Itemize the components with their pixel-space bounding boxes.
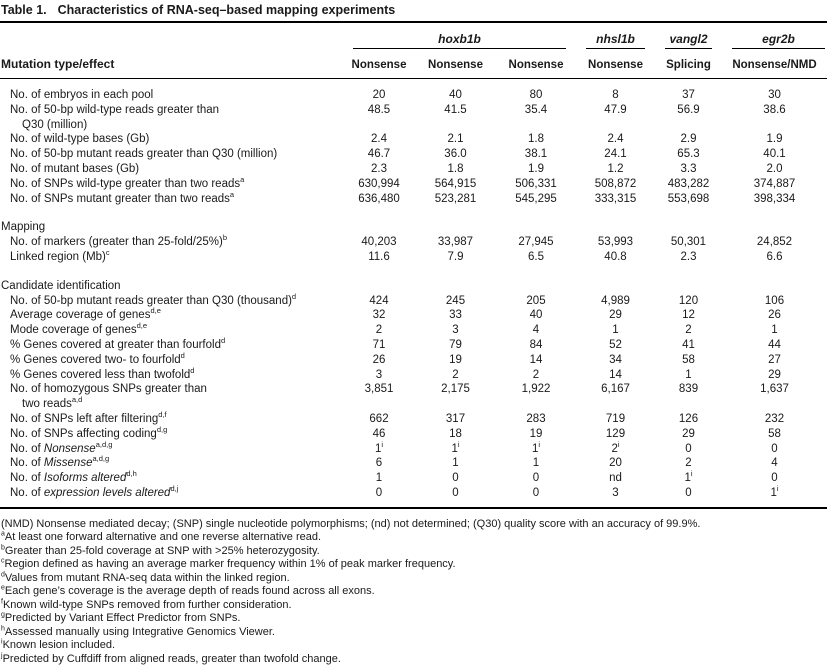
row-label: No. of embryos in each pool	[10, 89, 154, 101]
cell-value: 30	[768, 89, 781, 101]
cell-value: 2$^i$	[611, 439, 620, 455]
table-row	[0, 79, 827, 103]
row-label: Mode coverage of genes$^{d,e}$	[10, 321, 148, 337]
cell-value: 35.4	[524, 103, 548, 116]
table-row	[0, 427, 827, 442]
cell-value: 0	[771, 442, 778, 455]
cell-value: 106	[764, 294, 785, 307]
cell-value: 24,852	[756, 236, 793, 249]
cell-value: 14	[609, 368, 622, 381]
cell-value: 3	[612, 486, 619, 499]
cell-value: 1$^i$	[451, 439, 460, 455]
row-label: No. of homozygous SNPs greater than two reads$^{a,d}$	[0, 382, 343, 412]
cell-value: 2	[685, 457, 692, 470]
cell-value: 2	[375, 324, 383, 337]
cell-value: 1.9	[528, 162, 544, 175]
row-label: No. of Isoforms altered$^{d,h}$	[10, 469, 137, 485]
table-row	[0, 471, 827, 486]
cell-value: 20	[372, 89, 386, 101]
column-header: Nonsense	[576, 49, 655, 79]
column-header: Nonsense	[496, 49, 576, 79]
table-title	[0, 0, 827, 23]
cell-value: 0	[452, 472, 459, 485]
cell-value: 3.3	[680, 162, 697, 175]
cell-value: 2.9	[680, 133, 697, 146]
cell-value: 1$^i$	[684, 469, 693, 485]
cell-value: 1$^i$	[374, 439, 384, 455]
cell-value: 26	[372, 353, 386, 366]
gene-group-hoxb1b	[343, 23, 576, 49]
cell-value: 1.8	[528, 133, 544, 146]
footnote: $^a$At least one forward alternative and one reverse alternative read.	[1, 530, 322, 544]
row-label: No. of 50-bp wild-type reads greater than Q30 (million)	[0, 103, 343, 133]
cell-value: 29	[609, 309, 622, 322]
column-header-row	[0, 49, 827, 79]
cell-value: 12	[682, 309, 695, 322]
cell-value: 3	[375, 368, 383, 381]
cell-value: 2.0	[766, 162, 783, 175]
cell-value: 48.5	[367, 103, 391, 116]
gene-name: vangl2	[665, 32, 712, 49]
gene-group-egr2b	[722, 23, 827, 49]
cell-value: 2.3	[680, 250, 697, 263]
cell-value: 56.9	[677, 103, 700, 116]
cell-value: 1.2	[607, 162, 624, 175]
table-row	[0, 235, 827, 250]
cell-value: 40,203	[361, 236, 397, 249]
cell-value: 483,282	[667, 177, 710, 190]
row-label: No. of SNPs mutant greater than two reads$^a$	[10, 189, 235, 205]
cell-value: 662	[369, 412, 389, 425]
cell-value: 0	[375, 486, 383, 499]
cell-value: 1	[685, 368, 692, 381]
cell-value: 1.8	[447, 162, 464, 175]
cell-value: 1,922	[521, 383, 551, 396]
table-row	[0, 147, 827, 162]
row-label: No. of 50-bp mutant reads greater than Q30 (thousand)$^d$	[10, 291, 297, 307]
table-body	[0, 79, 827, 508]
cell-value: 508,872	[594, 177, 637, 190]
section-header-row	[0, 265, 827, 294]
cell-value: 2	[685, 324, 692, 337]
row-label: No. of 50-bp mutant reads greater than Q30 (million)	[10, 148, 278, 161]
cell-value: 44	[768, 338, 781, 351]
cell-value: 33	[449, 309, 462, 322]
cell-value: 40.1	[763, 148, 786, 161]
data-table	[0, 23, 827, 509]
cell-value: 53,993	[597, 236, 634, 249]
cell-value: 232	[764, 412, 785, 425]
column-header: Nonsense	[343, 49, 415, 79]
cell-value: 33,987	[437, 236, 474, 249]
cell-value: 120	[678, 294, 699, 307]
gene-header-spacer	[0, 23, 343, 49]
cell-value: 1$^i$	[770, 484, 779, 499]
gene-group-nhsl1b	[576, 23, 655, 49]
cell-value: 40	[529, 309, 543, 322]
cell-value: 245	[445, 294, 466, 307]
cell-value: 19	[529, 427, 543, 440]
cell-value: 0	[685, 442, 692, 455]
column-header: Nonsense	[415, 49, 496, 79]
footnote: $^i$Known lesion included.	[1, 638, 116, 652]
row-label: No. of mutant bases (Gb)	[10, 162, 140, 175]
cell-value: 129	[605, 427, 626, 440]
footnote-list	[1, 531, 827, 666]
table-row	[0, 103, 827, 133]
cell-value: 2	[452, 368, 459, 381]
cell-value: 0	[452, 486, 459, 499]
cell-value: 1	[452, 457, 459, 470]
table-row	[0, 294, 827, 309]
cell-value: 34	[609, 353, 622, 366]
cell-value: 38.1	[524, 148, 548, 161]
cell-value: 126	[678, 412, 699, 425]
cell-value: 29	[682, 427, 695, 440]
cell-value: 1	[612, 324, 619, 337]
cell-value: 333,315	[594, 192, 637, 205]
row-label: No. of markers (greater than 25-fold/25%)$^b$	[10, 233, 228, 249]
table-row	[0, 353, 827, 368]
cell-value: 71	[372, 338, 386, 351]
table-header	[0, 23, 827, 79]
table-row	[0, 338, 827, 353]
cell-value: 80	[529, 89, 543, 101]
gene-group-vangl2	[655, 23, 722, 49]
cell-value: 317	[445, 412, 466, 425]
row-label: No. of SNPs left after filtering$^{d,f}$	[10, 410, 167, 425]
footnote: $^f$Known wild-type SNPs removed from further consideration.	[1, 598, 292, 611]
cell-value: 1$^i$	[531, 439, 541, 455]
table-row	[0, 192, 827, 207]
table-row	[0, 368, 827, 383]
cell-value: 0	[771, 472, 778, 485]
footnote: $^j$Predicted by Cuffdiff from aligned reads, greater than twofold change.	[1, 652, 341, 665]
cell-value: 79	[449, 338, 462, 351]
row-label-continuation: Q30 (million)	[22, 118, 88, 131]
table-row	[0, 177, 827, 192]
section-label: Candidate identification	[1, 279, 121, 292]
column-header: Splicing	[655, 49, 722, 79]
cell-value: 41	[682, 338, 695, 351]
cell-value: 8	[612, 89, 619, 101]
table-row	[0, 162, 827, 177]
row-label: Average coverage of genes$^{d,e}$	[10, 306, 161, 322]
table-row	[0, 382, 827, 412]
cell-value: 1.9	[766, 133, 783, 146]
cell-value: 0	[685, 486, 692, 499]
cell-value: 24.1	[604, 148, 627, 161]
gene-header-row	[0, 23, 827, 49]
cell-value: 3,851	[364, 383, 394, 396]
cell-value: 52	[609, 338, 622, 351]
cell-value: 65.3	[677, 148, 700, 161]
cell-value: 630,994	[358, 177, 400, 190]
cell-value: 58	[682, 353, 695, 366]
cell-value: 58	[768, 427, 781, 440]
cell-value: 0	[532, 472, 540, 485]
cell-value: 6.5	[528, 250, 544, 263]
cell-value: 41.5	[444, 103, 467, 116]
cell-value: 506,331	[515, 177, 557, 190]
table-row	[0, 486, 827, 508]
cell-value: 2	[532, 368, 540, 381]
row-label: No. of expression levels altered$^{d,j}$	[10, 484, 179, 499]
section-label: Mapping	[1, 221, 46, 234]
row-label: No. of Missense$^{a,d,g}$	[10, 454, 110, 470]
cell-value: 4,989	[601, 294, 630, 307]
footnote: $^h$Assessed manually using Integrative Genomics Viewer.	[1, 625, 275, 638]
row-label-header: Mutation type/effect	[0, 49, 343, 79]
cell-value: 1	[375, 472, 383, 485]
table-row	[0, 442, 827, 457]
footnote: $^c$Region defined as having an average marker frequency within 1% of peak marker frequency.	[1, 557, 456, 571]
cell-value: 2.4	[607, 133, 624, 146]
table-row	[0, 308, 827, 323]
footnote: $^g$Predicted by Variant Effect Predictor from SNPs.	[1, 611, 241, 625]
cell-value: 283	[526, 412, 546, 425]
row-label: No. of Nonsense$^{a,d,g}$	[10, 439, 113, 455]
row-label: Linked region $(Mb)^c$	[10, 248, 110, 263]
table-row	[0, 412, 827, 427]
cell-value: 32	[372, 309, 386, 322]
cell-value: 1	[771, 324, 778, 337]
cell-value: 38.6	[763, 103, 786, 116]
cell-value: 20	[609, 457, 622, 470]
footnote-abbreviations: (NMD) Nonsense mediated decay; (SNP) single nucleotide polymorphisms; (nd) not determined; (Q30) quality score with an accuracy of 99.9%.	[1, 517, 701, 530]
cell-value: 6.6	[766, 250, 783, 263]
cell-value: 7.9	[447, 250, 464, 263]
column-header: Nonsense/NMD	[722, 49, 827, 79]
cell-value: 1,637	[760, 383, 789, 396]
cell-value: 40	[449, 89, 462, 101]
gene-name: hoxb1b	[353, 32, 566, 49]
cell-value: 553,698	[667, 192, 710, 205]
cell-value: 84	[529, 338, 543, 351]
cell-value: 29	[768, 368, 781, 381]
cell-value: 37	[682, 89, 695, 101]
cell-value: 2.1	[447, 133, 464, 146]
cell-value: nd	[609, 472, 622, 485]
cell-value: 47.9	[604, 103, 627, 116]
row-label: % Genes covered two- to fourfold$^d$	[10, 350, 185, 366]
cell-value: 11.6	[368, 250, 390, 263]
cell-value: 545,295	[515, 192, 557, 205]
cell-value: 424	[369, 294, 389, 307]
cell-value: 6,167	[601, 383, 630, 396]
footnotes	[0, 518, 827, 666]
cell-value: 564,915	[434, 177, 477, 190]
row-label: % Genes covered less than twofold$^d$	[10, 365, 195, 381]
cell-value: 46	[372, 427, 386, 440]
cell-value: 36.0	[444, 148, 467, 161]
cell-value: 839	[678, 383, 699, 396]
cell-value: 50,301	[670, 236, 707, 249]
table-caption: Characteristics of RNA-seq–based mapping experiments	[57, 3, 396, 17]
row-label-continuation: two reads$^{a,d}$	[22, 395, 83, 411]
footnote: $^e$Each gene’s coverage is the average depth of reads found across all exons.	[1, 584, 375, 598]
cell-value: 523,281	[434, 192, 477, 205]
cell-value: 4	[771, 457, 778, 470]
cell-value: 3	[452, 324, 459, 337]
gene-name: nhsl1b	[586, 32, 645, 49]
cell-value: 2.3	[371, 162, 387, 175]
table-number: Table 1.	[1, 3, 47, 17]
cell-value: 4	[532, 324, 540, 337]
cell-value: 19	[449, 353, 462, 366]
cell-value: 0	[532, 486, 540, 499]
cell-value: 18	[449, 427, 462, 440]
cell-value: 2,175	[441, 383, 470, 396]
cell-value: 6	[375, 457, 383, 470]
table-row	[0, 250, 827, 265]
row-label: % Genes covered at greater than fourfold$^d$	[10, 336, 226, 351]
footnote: $^b$Greater than 25-fold coverage at SNP with >25% heterozygosity.	[1, 544, 320, 557]
cell-value: 374,887	[753, 177, 796, 190]
row-label: No. of SNPs affecting coding$^{d,g}$	[10, 424, 168, 440]
table-row	[0, 323, 827, 338]
cell-value: 1	[532, 457, 540, 470]
cell-value: 636,480	[358, 192, 400, 205]
row-label: No. of SNPs wild-type greater than two reads$^a$	[10, 174, 245, 190]
table-row	[0, 456, 827, 471]
cell-value: 719	[605, 412, 626, 425]
cell-value: 2.4	[371, 133, 387, 146]
cell-value: 27,945	[518, 236, 554, 249]
table-row	[0, 132, 827, 147]
cell-value: 46.7	[367, 148, 391, 161]
cell-value: 40.8	[604, 250, 627, 263]
cell-value: 27	[768, 353, 781, 366]
gene-name: egr2b	[732, 32, 825, 49]
cell-value: 398,334	[753, 192, 796, 205]
cell-value: 26	[768, 309, 781, 322]
footnote: $^d$Values from mutant RNA-seq data within the linked region.	[1, 571, 290, 584]
section-header-row	[0, 206, 827, 235]
cell-value: 14	[529, 353, 543, 366]
cell-value: 205	[526, 294, 546, 307]
row-label: No. of wild-type bases (Gb)	[10, 133, 150, 146]
